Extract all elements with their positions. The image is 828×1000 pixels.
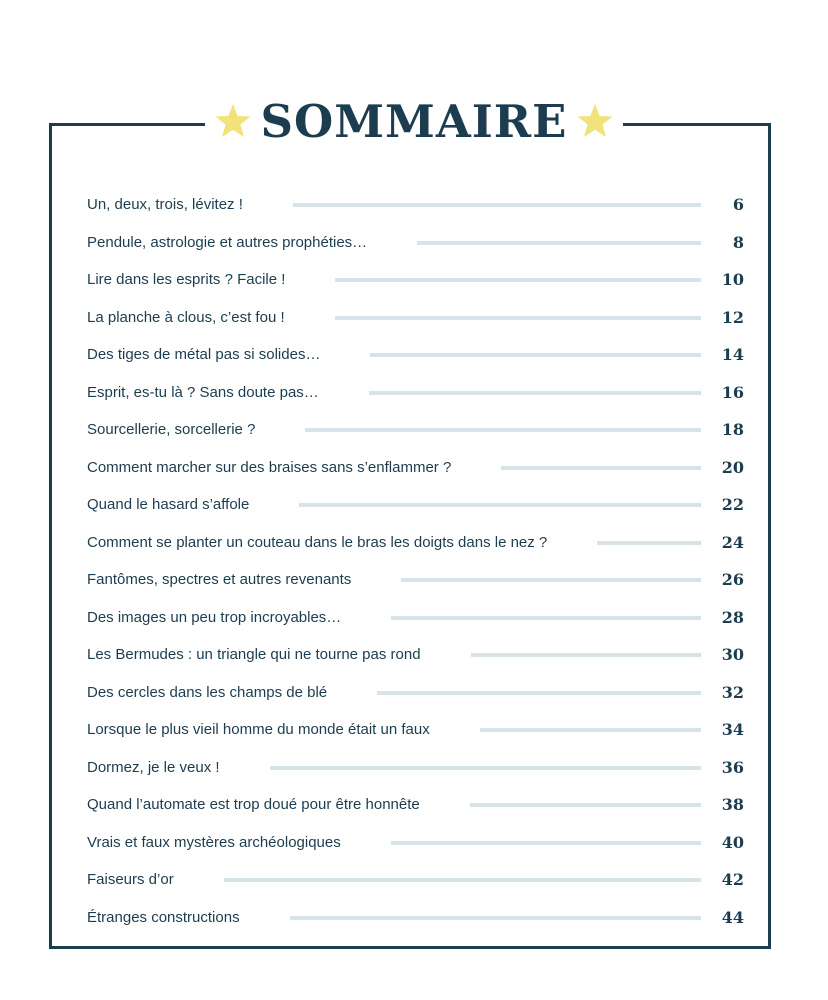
toc-entry-page: 30 <box>721 645 744 664</box>
toc-entry-page: 32 <box>721 682 744 702</box>
toc-entry[interactable] <box>87 524 744 561</box>
toc-entry-title: Pendule, astrologie et autres prophéties… <box>87 233 368 251</box>
toc-entry[interactable] <box>87 336 744 373</box>
toc-entry-page: 42 <box>721 870 744 889</box>
toc-entry-title: Des cercles dans les champs de blé <box>87 683 328 701</box>
toc-leader-line <box>597 541 701 545</box>
toc-entry[interactable] <box>87 486 744 523</box>
toc-entry-page: 20 <box>721 457 744 477</box>
toc-entry[interactable] <box>87 861 744 898</box>
toc-entry[interactable] <box>87 786 744 823</box>
toc-leader-line <box>470 803 701 807</box>
toc-entry[interactable] <box>87 449 744 486</box>
toc-entry[interactable] <box>87 711 744 748</box>
toc-entry[interactable] <box>87 674 744 711</box>
toc-entry-page: 12 <box>721 307 744 327</box>
star-icon <box>575 101 615 141</box>
toc-leader-line <box>270 766 701 770</box>
toc-entry-title: Des images un peu trop incroyables… <box>87 608 342 626</box>
toc-entry-title: Lire dans les esprits ? Facile ! <box>87 271 286 288</box>
toc-entry-title: Vrais et faux mystères archéologiques <box>87 833 341 851</box>
toc-entry-title: Sourcellerie, sorcellerie ? <box>87 421 256 438</box>
toc-entry-page: 34 <box>721 720 744 739</box>
toc-leader-line <box>335 316 701 320</box>
toc-leader-line <box>290 916 701 920</box>
toc-entry-title: Faiseurs d’or <box>87 871 174 888</box>
toc-leader-line <box>299 503 701 507</box>
toc-leader-line <box>369 391 701 395</box>
toc-entry-page: 16 <box>721 382 744 402</box>
toc-entry-title: Comment marcher sur des braises sans s’enflammer ? <box>87 458 452 476</box>
toc-entry-title: Les Bermudes : un triangle qui ne tourne pas rond <box>87 646 421 663</box>
toc-entry-title: Esprit, es-tu là ? Sans doute pas… <box>87 383 319 401</box>
toc-leader-line <box>370 353 701 357</box>
toc-leader-line <box>401 578 701 582</box>
toc-entry-page: 44 <box>721 907 744 927</box>
toc-entry[interactable] <box>87 599 744 636</box>
toc-entry-page: 28 <box>721 607 744 627</box>
star-icon <box>213 101 253 141</box>
toc-entry[interactable] <box>87 186 744 223</box>
toc-entry-title: Dormez, je le veux ! <box>87 758 220 776</box>
toc-leader-line <box>391 616 701 620</box>
toc-entry-title: Comment se planter un couteau dans le bras les doigts dans le nez ? <box>87 533 548 551</box>
toc-entry-page: 6 <box>732 195 744 214</box>
toc-entry-title: La planche à clous, c’est fou ! <box>87 308 285 326</box>
toc-entry-title: Étranges constructions <box>87 908 240 926</box>
toc-entry-page: 10 <box>721 270 744 289</box>
toc-entry[interactable] <box>87 899 744 936</box>
toc-leader-line <box>377 691 701 695</box>
toc-entry-title: Fantômes, spectres et autres revenants <box>87 571 352 588</box>
toc-leader-line <box>480 728 701 732</box>
toc-leader-line <box>471 653 701 657</box>
toc-entry[interactable] <box>87 749 744 786</box>
toc-entry-title: Lorsque le plus vieil homme du monde était un faux <box>87 721 430 738</box>
toc-entry-page: 22 <box>721 495 744 514</box>
toc-entry-page: 36 <box>721 757 744 777</box>
toc-entry-title: Des tiges de métal pas si solides… <box>87 346 321 363</box>
toc-entry[interactable] <box>87 561 744 598</box>
toc-leader-line <box>391 841 701 845</box>
toc-leader-line <box>335 278 701 282</box>
toc-entry-page: 14 <box>721 345 744 364</box>
toc-entry-page: 40 <box>721 832 744 852</box>
toc-entry[interactable] <box>87 299 744 336</box>
title-banner <box>205 86 623 156</box>
toc-entry-page: 18 <box>721 420 744 439</box>
toc-entry-title: Quand le hasard s’affole <box>87 496 250 513</box>
toc-leader-line <box>501 466 701 470</box>
toc-entry-page: 8 <box>732 232 744 252</box>
toc-entry-title: Quand l’automate est trop doué pour être honnête <box>87 796 420 813</box>
toc-entry-page: 24 <box>721 532 744 552</box>
toc-entry-page: 26 <box>721 570 744 589</box>
toc-leader-line <box>417 241 701 245</box>
page-title: SOMMAIRE <box>260 94 568 148</box>
toc-entry[interactable] <box>87 224 744 261</box>
toc-entry[interactable] <box>87 374 744 411</box>
toc-leader-line <box>224 878 701 882</box>
toc-leader-line <box>293 203 701 207</box>
toc-entry-title: Un, deux, trois, lévitez ! <box>87 196 243 213</box>
toc-entry[interactable] <box>87 261 744 298</box>
toc-leader-line <box>305 428 701 432</box>
toc-entry[interactable] <box>87 824 744 861</box>
toc-entry[interactable] <box>87 636 744 673</box>
toc-entry[interactable] <box>87 411 744 448</box>
toc-entry-page: 38 <box>721 795 744 814</box>
